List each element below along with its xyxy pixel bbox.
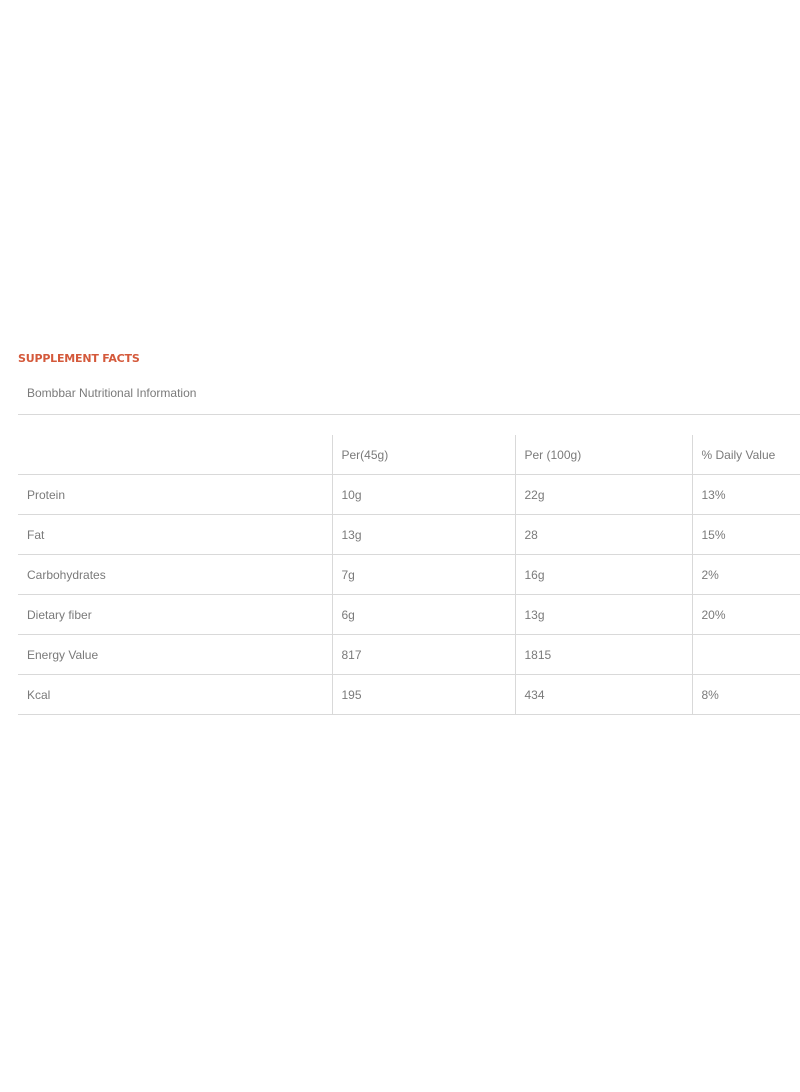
per-45g-value: 195 [332,675,515,715]
nutrient-name: Dietary fiber [18,595,332,635]
nutrition-table [18,435,800,715]
header-nutrient [18,435,332,475]
per-100g-value: 22g [515,475,692,515]
header-per-45g: Per(45g) [332,435,515,475]
per-45g-value: 13g [332,515,515,555]
nutrient-name: Energy Value [18,635,332,675]
per-45g-value: 10g [332,475,515,515]
nutrient-name: Protein [18,475,332,515]
per-45g-value: 6g [332,595,515,635]
nutrition-subtitle: Bombbar Nutritional Information [27,386,197,400]
header-daily-value: % Daily Value [692,435,800,475]
daily-value: 2% [692,555,800,595]
table-row [18,595,800,635]
per-100g-value: 28 [515,515,692,555]
table-row [18,555,800,595]
table-row [18,675,800,715]
supplement-facts-title: SUPPLEMENT FACTS [18,352,140,365]
daily-value [692,635,800,675]
per-45g-value: 817 [332,635,515,675]
per-45g-value: 7g [332,555,515,595]
header-per-100g: Per (100g) [515,435,692,475]
daily-value: 20% [692,595,800,635]
per-100g-value: 13g [515,595,692,635]
daily-value: 13% [692,475,800,515]
table-row [18,515,800,555]
table-row [18,635,800,675]
daily-value: 8% [692,675,800,715]
daily-value: 15% [692,515,800,555]
per-100g-value: 1815 [515,635,692,675]
nutrient-name: Kcal [18,675,332,715]
table-row [18,475,800,515]
per-100g-value: 434 [515,675,692,715]
nutrient-name: Carbohydrates [18,555,332,595]
table-header-row [18,435,800,475]
per-100g-value: 16g [515,555,692,595]
subtitle-divider [18,414,800,415]
nutrient-name: Fat [18,515,332,555]
